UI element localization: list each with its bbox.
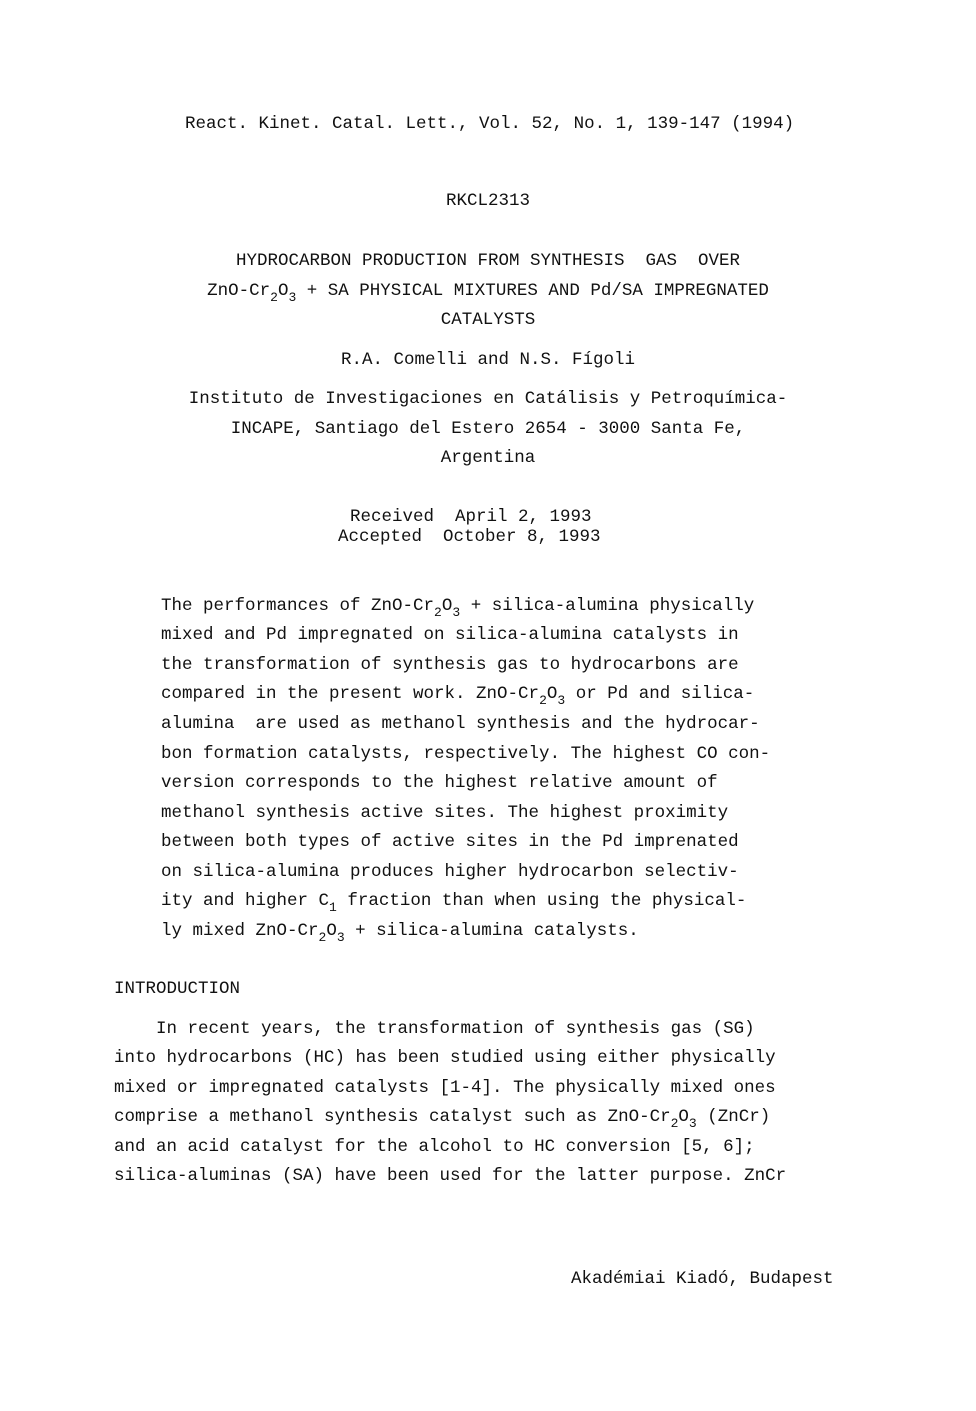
abstract-line: mixed and Pd impregnated on silica-alumina catalysts in	[161, 625, 739, 645]
body-line: and an acid catalyst for the alcohol to HC conversion [5, 6];	[114, 1137, 755, 1157]
affiliation-line-1: Instituto de Investigaciones en Catálisis y Petroquímica-	[188, 389, 788, 409]
received-date: Received April 2, 1993	[350, 507, 592, 527]
abstract-line: alumina are used as methanol synthesis and the hydrocar-	[161, 714, 760, 734]
title-line-2: ZnO-$Cr_2O_3$ + SA PHYSICAL MIXTURES AND Pd/SA IMPREGNATED	[207, 281, 769, 305]
abstract-line: the transformation of synthesis gas to hydrocarbons are	[161, 655, 739, 675]
affiliation-line-2: INCAPE, Santiago del Estero 2654 - 3000 Santa Fe,	[230, 419, 746, 439]
abstract-line: methanol synthesis active sites. The highest proximity	[161, 803, 729, 823]
title-line-1: HYDROCARBON PRODUCTION FROM SYNTHESIS GAS OVER	[235, 251, 741, 271]
body-line: mixed or impregnated catalysts [1-4]. The physically mixed ones	[114, 1078, 776, 1098]
affiliation-line-3: Argentina	[440, 448, 536, 468]
abstract-line: between both types of active sites in the Pd imprenated	[161, 832, 739, 852]
abstract-line: ly mixed ZnO-$Cr_2O_3$ + silica-alumina catalysts.	[161, 921, 639, 945]
accepted-date: Accepted October 8, 1993	[338, 527, 601, 547]
abstract-line: on silica-alumina produces higher hydrocarbon selectiv-	[161, 862, 739, 882]
body-line: silica-aluminas (SA) have been used for the latter purpose. ZnCr	[114, 1166, 787, 1186]
publisher-footer: Akadémiai Kiadó, Budapest	[571, 1269, 834, 1289]
article-code: RKCL2313	[445, 191, 530, 211]
section-heading: INTRODUCTION	[114, 979, 241, 999]
abstract-line: version corresponds to the highest relative amount of	[161, 773, 718, 793]
abstract-line: bon formation catalysts, respectively. The highest CO con-	[161, 744, 771, 764]
body-line: comprise a methanol synthesis catalyst such as ZnO-$Cr_2O_3$ (ZnCr)	[114, 1107, 771, 1131]
body-line: into hydrocarbons (HC) has been studied using either physically	[114, 1048, 776, 1068]
title-line-3: CATALYSTS	[440, 310, 536, 330]
abstract-line: compared in the present work. ZnO-$Cr_2O_3$ or Pd and silica-	[161, 684, 755, 708]
authors: R.A. Comelli and N.S. Fígoli	[340, 350, 636, 370]
abstract-line: The performances of ZnO-$Cr_2O_3$ + silica-alumina physically	[161, 596, 755, 620]
abstract-line: ity and higher $C_1$ fraction than when using the physical-	[161, 891, 747, 915]
body-line: In recent years, the transformation of synthesis gas (SG)	[114, 1019, 755, 1039]
journal-citation: React. Kinet. Catal. Lett., Vol. 52, No. 1, 139-147 (1994)	[185, 114, 795, 134]
